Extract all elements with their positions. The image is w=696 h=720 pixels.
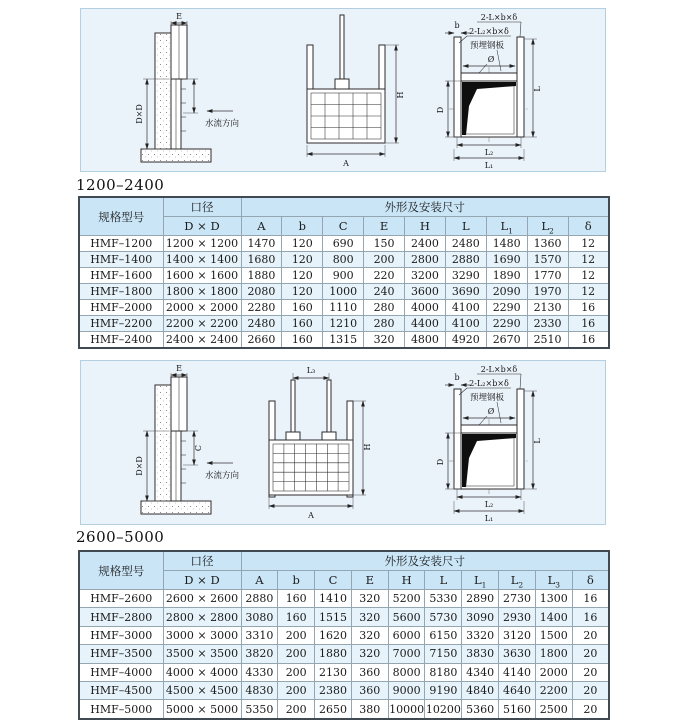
dim-value-cell: 5330 [425,590,462,608]
dim-value-cell: 2930 [499,608,536,626]
table-row [79,663,609,681]
dim-value-cell: 160 [282,332,323,349]
dim-value-cell: 2510 [527,332,568,349]
dim-value-cell: 10200 [425,700,462,719]
dim-value-cell: 1110 [323,300,364,316]
dim-value-cell: 2800 [405,252,446,268]
dim-column-header: δ [572,571,609,590]
concrete-wall [155,385,171,501]
dim-value-cell: 1360 [527,236,568,252]
lifting-stem [291,380,295,434]
dim-column-header: H [388,571,425,590]
dim-value-cell: 8000 [388,663,425,681]
dim-value-cell: 320 [351,626,388,644]
size-cell: 1200 × 1200 [163,236,241,252]
embedded-channel [517,37,524,137]
dim-column-header: $L_3$ [535,571,572,590]
dim-value-cell: 160 [278,590,315,608]
table-row [79,316,609,332]
dim-value-cell: 1470 [241,236,282,252]
dim-column-header: H [405,217,446,236]
model-cell: HMF–4000 [79,663,163,681]
size-cell: 1400 × 1400 [163,252,241,268]
dim-value-cell: 2090 [486,284,527,300]
dimensions-header-cell: 外形及安装尺寸 [241,197,609,217]
dim-value-cell: 5350 [241,700,278,719]
dim-value-cell: 240 [364,284,405,300]
table-row [79,300,609,316]
dim-value-cell: 120 [282,252,323,268]
dim-value-cell: 1480 [486,236,527,252]
dimensions-header-cell: 外形及安装尺寸 [241,551,609,571]
table-row [79,608,609,626]
bore-sub-header-cell: D × D [163,217,241,236]
label-flow-direction: 水流方向 [205,471,240,481]
front-view-diagram [307,15,405,168]
dim-value-cell: 20 [572,681,609,699]
dim-value-cell: 16 [568,316,609,332]
model-header-cell: 规格型号 [79,551,163,590]
dim-value-cell: 2880 [445,252,486,268]
label-l: L [533,438,542,444]
dim-value-cell: 380 [351,700,388,719]
spec-table-2600-5000 [78,550,610,720]
label-angle-spec-l2: 2-L₂×b×δ [469,379,509,388]
dim-value-cell: 200 [364,252,405,268]
dim-value-cell: 3830 [462,645,499,663]
size-cell: 1600 × 1600 [163,268,241,284]
dim-value-cell: 5360 [462,700,499,719]
dim-value-cell: 800 [323,252,364,268]
dim-value-cell: 1770 [527,268,568,284]
dim-value-cell: 4140 [499,663,536,681]
dim-value-cell: 3290 [445,268,486,284]
dim-column-header: E [364,217,405,236]
dim-value-cell: 2730 [499,590,536,608]
dim-value-cell: 4100 [445,316,486,332]
dim-value-cell: 280 [364,316,405,332]
dim-column-header: $L_2$ [527,217,568,236]
dim-value-cell: 220 [364,268,405,284]
dim-value-cell: 320 [364,332,405,349]
label-b: b [454,373,460,382]
top-beam [461,425,517,433]
dim-value-cell: 690 [323,236,364,252]
label-angle-spec-l: 2-L×b×δ [480,365,518,374]
dim-value-cell: 12 [568,268,609,284]
dim-value-cell: 7150 [425,645,462,663]
dim-value-cell: 200 [278,663,315,681]
dim-value-cell: 320 [351,590,388,608]
top-beam [461,73,517,81]
drawing-panel-1200-2400 [80,8,606,172]
lifting-stem [340,15,344,81]
dim-value-cell: 3630 [499,645,536,663]
label-b: b [454,21,460,30]
model-cell: HMF–2200 [79,316,163,332]
dim-value-cell: 16 [568,300,609,316]
size-cell: 1800 × 1800 [163,284,241,300]
dim-value-cell: 2290 [486,316,527,332]
table-row [79,332,609,349]
dim-value-cell: 4640 [499,681,536,699]
label-a: A [343,159,349,168]
label-diameter: Ø [487,407,495,416]
label-l1: L₁ [484,161,494,169]
concrete-footing [141,149,211,162]
table-row [79,681,609,699]
dim-value-cell: 160 [278,608,315,626]
embedded-channel [454,389,461,489]
model-cell: HMF–5000 [79,700,163,719]
dim-value-cell: 200 [278,681,315,699]
dim-value-cell: 5200 [388,590,425,608]
model-header-cell: 规格型号 [79,197,163,236]
dim-value-cell: 1400 [535,608,572,626]
concrete-wall [155,33,171,149]
label-l2: L₂ [484,148,494,157]
dim-column-header: C [315,571,352,590]
dim-value-cell: 360 [351,663,388,681]
model-cell: HMF–2000 [79,300,163,316]
dim-column-header: L [445,217,486,236]
dim-value-cell: 2280 [241,300,282,316]
label-c: C [194,444,203,452]
dim-value-cell: 900 [323,268,364,284]
dim-value-cell: 3320 [462,626,499,644]
dim-value-cell: 2000 [535,663,572,681]
size-cell: 5000 × 5000 [163,700,241,719]
dim-value-cell: 360 [351,681,388,699]
dim-value-cell: 20 [572,663,609,681]
dim-value-cell: 6150 [425,626,462,644]
dim-value-cell: 12 [568,252,609,268]
bore-sub-header-cell: D × D [163,571,241,590]
concrete-footing [141,501,211,514]
dim-value-cell: 8180 [425,663,462,681]
dim-value-cell: 16 [572,608,609,626]
size-cell: 2000 × 2000 [163,300,241,316]
gate-frame [269,440,353,495]
size-cell: 3500 × 3500 [163,645,241,663]
label-a: A [308,511,314,520]
dim-value-cell: 120 [282,284,323,300]
dim-value-cell: 2660 [241,332,282,349]
dim-value-cell: 120 [282,236,323,252]
model-cell: HMF–4500 [79,681,163,699]
dim-column-header: b [278,571,315,590]
dim-column-header: $L_2$ [499,571,536,590]
dim-value-cell: 1690 [486,252,527,268]
label-angle-spec-l: 2-L×b×δ [480,13,518,22]
gate-drawings-2 [81,361,605,522]
dim-value-cell: 2890 [462,590,499,608]
label-d: D [436,106,445,114]
dim-value-cell: 1315 [323,332,364,349]
dim-value-cell: 200 [278,626,315,644]
dim-value-cell: 20 [572,645,609,663]
dim-value-cell: 2290 [486,300,527,316]
dim-value-cell: 2200 [535,681,572,699]
table-row [79,645,609,663]
dim-value-cell: 2130 [527,300,568,316]
dim-value-cell: 2670 [486,332,527,349]
dim-value-cell: 3310 [241,626,278,644]
spec-table-1200-2400 [78,196,610,349]
dim-value-cell: 1970 [527,284,568,300]
dim-value-cell: 6000 [388,626,425,644]
dim-value-cell: 2500 [535,700,572,719]
dim-value-cell: 1570 [527,252,568,268]
dim-column-header: $L_1$ [462,571,499,590]
dim-value-cell: 160 [282,316,323,332]
label-angle-spec-l2: 2-L₂×b×δ [469,27,509,36]
dim-value-cell: 4330 [241,663,278,681]
label-l1: L₁ [484,514,494,522]
dim-value-cell: 1410 [315,590,352,608]
label-diameter: Ø [487,55,495,64]
dim-value-cell: 1620 [315,626,352,644]
label-dxd: D×D [135,456,144,476]
dim-value-cell: 150 [364,236,405,252]
dim-value-cell: 1880 [315,645,352,663]
size-cell: 2400 × 2400 [163,332,241,349]
dim-value-cell: 7000 [388,645,425,663]
install-view-diagram [436,13,542,169]
table-row [79,236,609,252]
model-cell: HMF–2400 [79,332,163,349]
dim-value-cell: 3090 [462,608,499,626]
dim-value-cell: 2330 [527,316,568,332]
dim-value-cell: 20 [572,626,609,644]
dim-value-cell: 320 [351,608,388,626]
dim-value-cell: 4100 [445,300,486,316]
dim-value-cell: 2080 [241,284,282,300]
dim-value-cell: 20 [572,700,609,719]
dim-value-cell: 2480 [445,236,486,252]
lifting-stem [327,380,331,434]
gate-drawings-1 [81,9,605,169]
model-cell: HMF–1600 [79,268,163,284]
dim-value-cell: 16 [572,590,609,608]
dim-value-cell: 1300 [535,590,572,608]
embedded-channel [517,389,524,489]
dim-value-cell: 120 [282,268,323,284]
dim-column-header: L [425,571,462,590]
label-flow-direction: 水流方向 [205,119,240,129]
dim-value-cell: 3600 [405,284,446,300]
table-row [79,626,609,644]
embedded-channel [454,37,461,137]
dim-value-cell: 12 [568,236,609,252]
dim-value-cell: 1890 [486,268,527,284]
model-cell: HMF–1400 [79,252,163,268]
install-view-diagram [436,365,542,522]
dim-value-cell: 9000 [388,681,425,699]
dim-value-cell: 200 [278,645,315,663]
size-cell: 2200 × 2200 [163,316,241,332]
table-row [79,590,609,608]
dim-value-cell: 4000 [405,300,446,316]
model-cell: HMF–1800 [79,284,163,300]
dim-value-cell: 5730 [425,608,462,626]
model-cell: HMF–2800 [79,608,163,626]
dim-value-cell: 2130 [315,663,352,681]
dim-value-cell: 1500 [535,626,572,644]
dim-value-cell: 1515 [315,608,352,626]
dim-value-cell: 4400 [405,316,446,332]
dim-value-cell: 4840 [462,681,499,699]
dim-value-cell: 320 [351,645,388,663]
bore-header-cell: 口径 [163,551,241,571]
dim-value-cell: 12 [568,284,609,300]
dim-value-cell: 3200 [405,268,446,284]
dim-value-cell: 2480 [241,316,282,332]
front-view-diagram [269,366,372,520]
model-cell: HMF–3000 [79,626,163,644]
dim-value-cell: 3120 [499,626,536,644]
size-cell: 2600 × 2600 [163,590,241,608]
dim-column-header: A [241,217,282,236]
size-cell: 4000 × 4000 [163,663,241,681]
dim-value-cell: 4920 [445,332,486,349]
model-cell: HMF–3500 [79,645,163,663]
dim-value-cell: 16 [568,332,609,349]
label-embedded-plate: 预埋钢板 [469,41,505,51]
dim-value-cell: 3820 [241,645,278,663]
label-embedded-plate: 预埋钢板 [469,393,505,403]
size-cell: 3000 × 3000 [163,626,241,644]
label-l2: L₂ [484,500,494,509]
dim-value-cell: 280 [364,300,405,316]
label-h: H [396,91,405,99]
model-cell: HMF–2600 [79,590,163,608]
dim-value-cell: 1210 [323,316,364,332]
dim-value-cell: 1680 [241,252,282,268]
label-dxd: D×D [135,104,144,124]
dim-value-cell: 1800 [535,645,572,663]
side-view-diagram [135,364,240,514]
table-row [79,284,609,300]
dim-value-cell: 1880 [241,268,282,284]
dim-value-cell: 4340 [462,663,499,681]
label-e: E [176,364,182,373]
dim-column-header: $L_1$ [486,217,527,236]
dim-value-cell: 2380 [315,681,352,699]
label-l: L [533,86,542,92]
dim-value-cell: 200 [278,700,315,719]
dim-value-cell: 9190 [425,681,462,699]
table-row [79,268,609,284]
label-d: D [436,458,445,466]
side-view-diagram [135,12,240,162]
dim-column-header: δ [568,217,609,236]
dim-value-cell: 3690 [445,284,486,300]
dim-value-cell: 160 [282,300,323,316]
dim-value-cell: 2650 [315,700,352,719]
model-cell: HMF–1200 [79,236,163,252]
label-h: H [363,443,372,451]
bore-header-cell: 口径 [163,197,241,217]
dim-value-cell: 4800 [405,332,446,349]
dim-value-cell: 10000 [388,700,425,719]
label-e: E [176,12,182,21]
dim-value-cell: 2400 [405,236,446,252]
dim-value-cell: 2880 [241,590,278,608]
label-l3: L₃ [306,366,316,375]
section-heading-2: 2600–5000 [76,528,165,546]
dim-column-header: A [241,571,278,590]
size-cell: 4500 × 4500 [163,681,241,699]
dim-column-header: C [323,217,364,236]
dim-value-cell: 4830 [241,681,278,699]
section-heading-1: 1200–2400 [76,176,165,194]
dim-column-header: E [351,571,388,590]
dim-column-header: b [282,217,323,236]
dim-value-cell: 3080 [241,608,278,626]
dim-value-cell: 5160 [499,700,536,719]
size-cell: 2800 × 2800 [163,608,241,626]
table-row [79,252,609,268]
dim-value-cell: 1000 [323,284,364,300]
table-row [79,700,609,719]
dim-value-cell: 5600 [388,608,425,626]
drawing-panel-2600-5000 [80,360,606,525]
